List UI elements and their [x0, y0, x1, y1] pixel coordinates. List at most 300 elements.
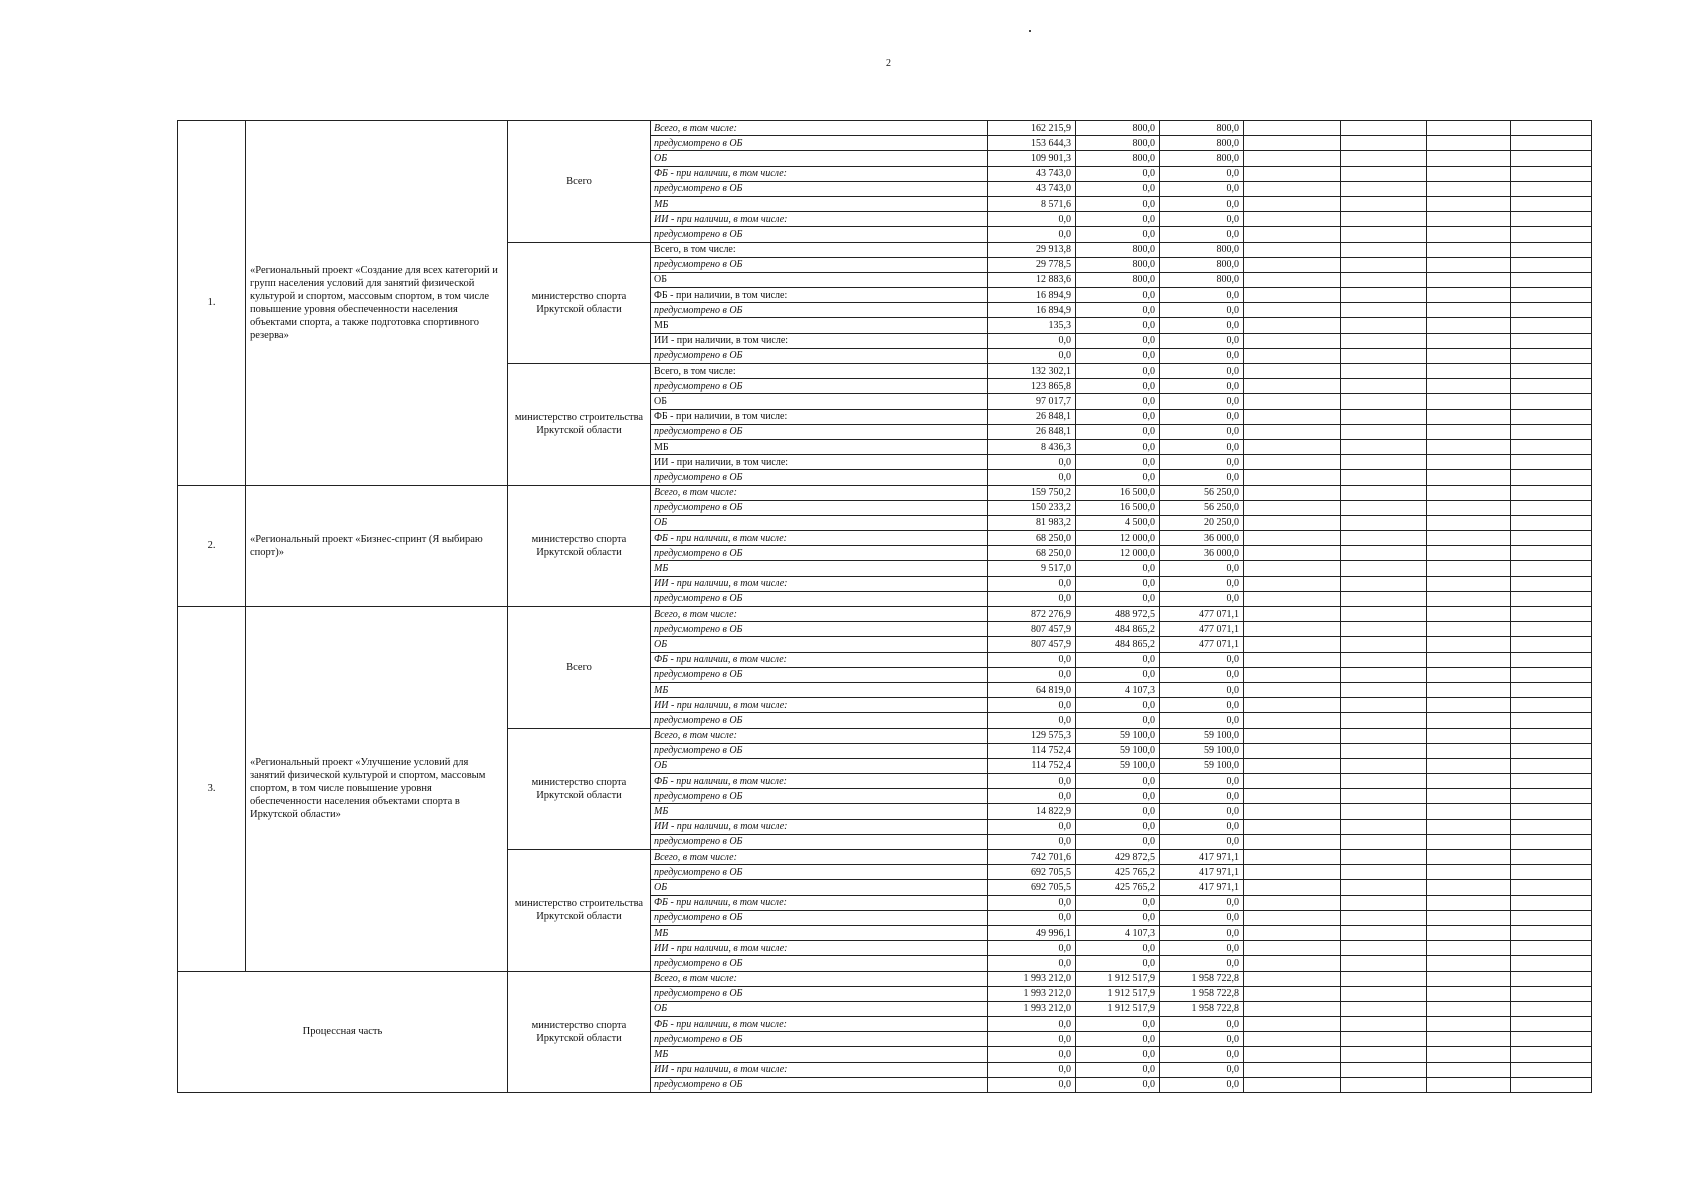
amount-cell: 0,0: [1160, 333, 1244, 348]
empty-cell: [1427, 1017, 1511, 1032]
empty-cell: [1244, 941, 1341, 956]
empty-cell: [1427, 485, 1511, 500]
amount-cell: 0,0: [1076, 333, 1160, 348]
amount-cell: 425 765,2: [1076, 865, 1160, 880]
empty-cell: [1244, 895, 1341, 910]
funding-source: ОБ: [651, 151, 988, 166]
empty-cell: [1511, 409, 1592, 424]
funding-source: Всего, в том числе:: [651, 607, 988, 622]
amount-cell: 0,0: [1160, 348, 1244, 363]
empty-cell: [1427, 789, 1511, 804]
empty-cell: [1427, 850, 1511, 865]
empty-cell: [1511, 925, 1592, 940]
amount-cell: 0,0: [1076, 348, 1160, 363]
amount-cell: 807 457,9: [988, 637, 1076, 652]
empty-cell: [1341, 348, 1427, 363]
empty-cell: [1341, 743, 1427, 758]
amount-cell: 14 822,9: [988, 804, 1076, 819]
funding-source: предусмотрено в ОБ: [651, 713, 988, 728]
empty-cell: [1427, 303, 1511, 318]
funding-source: ФБ - при наличии, в том числе:: [651, 652, 988, 667]
amount-cell: 417 971,1: [1160, 850, 1244, 865]
amount-cell: 20 250,0: [1160, 515, 1244, 530]
empty-cell: [1244, 394, 1341, 409]
empty-cell: [1511, 789, 1592, 804]
amount-cell: 59 100,0: [1076, 728, 1160, 743]
empty-cell: [1511, 121, 1592, 136]
executor: министерство строительства Иркутской области: [508, 850, 651, 972]
table-body: [178, 121, 1592, 1093]
funding-source: ИИ - при наличии, в том числе:: [651, 819, 988, 834]
funding-source: ИИ - при наличии, в том числе:: [651, 941, 988, 956]
amount-cell: 4 500,0: [1076, 515, 1160, 530]
empty-cell: [1511, 910, 1592, 925]
empty-cell: [1427, 500, 1511, 515]
amount-cell: 0,0: [1160, 789, 1244, 804]
empty-cell: [1511, 181, 1592, 196]
empty-cell: [1427, 667, 1511, 682]
table-row: [178, 971, 1592, 986]
amount-cell: 0,0: [1160, 925, 1244, 940]
amount-cell: 0,0: [1076, 394, 1160, 409]
amount-cell: 26 848,1: [988, 409, 1076, 424]
funding-source: Всего, в том числе:: [651, 485, 988, 500]
amount-cell: 0,0: [988, 348, 1076, 363]
empty-cell: [1341, 850, 1427, 865]
empty-cell: [1341, 121, 1427, 136]
empty-cell: [1511, 1077, 1592, 1092]
amount-cell: 0,0: [1160, 774, 1244, 789]
empty-cell: [1341, 227, 1427, 242]
funding-source: предусмотрено в ОБ: [651, 743, 988, 758]
amount-cell: 0,0: [1160, 713, 1244, 728]
empty-cell: [1511, 819, 1592, 834]
empty-cell: [1341, 941, 1427, 956]
amount-cell: 43 743,0: [988, 166, 1076, 181]
amount-cell: 0,0: [988, 576, 1076, 591]
empty-cell: [1341, 682, 1427, 697]
amount-cell: 150 233,2: [988, 500, 1076, 515]
empty-cell: [1427, 379, 1511, 394]
empty-cell: [1427, 758, 1511, 773]
amount-cell: 0,0: [1160, 910, 1244, 925]
amount-cell: 1 993 212,0: [988, 971, 1076, 986]
amount-cell: 0,0: [1076, 166, 1160, 181]
empty-cell: [1511, 500, 1592, 515]
amount-cell: 4 107,3: [1076, 682, 1160, 697]
empty-cell: [1511, 242, 1592, 257]
amount-cell: 0,0: [1076, 1062, 1160, 1077]
empty-cell: [1244, 531, 1341, 546]
funding-source: предусмотрено в ОБ: [651, 986, 988, 1001]
empty-cell: [1341, 515, 1427, 530]
empty-cell: [1341, 394, 1427, 409]
empty-cell: [1244, 667, 1341, 682]
funding-source: предусмотрено в ОБ: [651, 622, 988, 637]
amount-cell: 1 912 517,9: [1076, 971, 1160, 986]
empty-cell: [1427, 607, 1511, 622]
empty-cell: [1244, 925, 1341, 940]
empty-cell: [1511, 515, 1592, 530]
empty-cell: [1341, 956, 1427, 971]
funding-source: предусмотрено в ОБ: [651, 667, 988, 682]
amount-cell: 153 644,3: [988, 136, 1076, 151]
empty-cell: [1244, 1001, 1341, 1016]
empty-cell: [1244, 622, 1341, 637]
amount-cell: 0,0: [1160, 834, 1244, 849]
amount-cell: 0,0: [1076, 1017, 1160, 1032]
table-row: [178, 607, 1592, 622]
empty-cell: [1244, 424, 1341, 439]
funding-source: ОБ: [651, 1001, 988, 1016]
funding-source: МБ: [651, 682, 988, 697]
amount-cell: 0,0: [1076, 834, 1160, 849]
amount-cell: 1 958 722,8: [1160, 1001, 1244, 1016]
empty-cell: [1341, 1032, 1427, 1047]
empty-cell: [1427, 333, 1511, 348]
empty-cell: [1341, 834, 1427, 849]
empty-cell: [1341, 774, 1427, 789]
empty-cell: [1244, 728, 1341, 743]
empty-cell: [1427, 424, 1511, 439]
empty-cell: [1244, 515, 1341, 530]
empty-cell: [1511, 1017, 1592, 1032]
empty-cell: [1341, 1047, 1427, 1062]
funding-source: МБ: [651, 804, 988, 819]
empty-cell: [1244, 181, 1341, 196]
empty-cell: [1511, 774, 1592, 789]
amount-cell: 0,0: [1160, 364, 1244, 379]
empty-cell: [1427, 196, 1511, 211]
empty-cell: [1511, 1001, 1592, 1016]
empty-cell: [1244, 1032, 1341, 1047]
empty-cell: [1341, 698, 1427, 713]
empty-cell: [1511, 865, 1592, 880]
amount-cell: 0,0: [988, 713, 1076, 728]
amount-cell: 56 250,0: [1160, 500, 1244, 515]
amount-cell: 800,0: [1076, 136, 1160, 151]
amount-cell: 0,0: [1160, 303, 1244, 318]
amount-cell: 0,0: [1160, 941, 1244, 956]
empty-cell: [1244, 257, 1341, 272]
funding-source: ФБ - при наличии, в том числе:: [651, 288, 988, 303]
amount-cell: 16 894,9: [988, 303, 1076, 318]
empty-cell: [1244, 971, 1341, 986]
amount-cell: 0,0: [988, 470, 1076, 485]
empty-cell: [1341, 576, 1427, 591]
amount-cell: 0,0: [1076, 227, 1160, 242]
empty-cell: [1427, 591, 1511, 606]
empty-cell: [1341, 151, 1427, 166]
funding-source: МБ: [651, 925, 988, 940]
executor: Всего: [508, 607, 651, 729]
amount-cell: 0,0: [1076, 212, 1160, 227]
empty-cell: [1341, 713, 1427, 728]
empty-cell: [1341, 607, 1427, 622]
funding-source: Всего, в том числе:: [651, 728, 988, 743]
empty-cell: [1341, 910, 1427, 925]
empty-cell: [1427, 546, 1511, 561]
amount-cell: 9 517,0: [988, 561, 1076, 576]
amount-cell: 0,0: [988, 774, 1076, 789]
amount-cell: 12 000,0: [1076, 546, 1160, 561]
amount-cell: 0,0: [1160, 439, 1244, 454]
empty-cell: [1244, 713, 1341, 728]
empty-cell: [1341, 895, 1427, 910]
empty-cell: [1511, 272, 1592, 287]
amount-cell: 68 250,0: [988, 546, 1076, 561]
amount-cell: 16 894,9: [988, 288, 1076, 303]
empty-cell: [1341, 925, 1427, 940]
empty-cell: [1511, 439, 1592, 454]
empty-cell: [1244, 591, 1341, 606]
amount-cell: 114 752,4: [988, 743, 1076, 758]
amount-cell: 0,0: [1160, 455, 1244, 470]
amount-cell: 0,0: [1076, 591, 1160, 606]
empty-cell: [1511, 895, 1592, 910]
amount-cell: 0,0: [1160, 956, 1244, 971]
amount-cell: 800,0: [1076, 121, 1160, 136]
empty-cell: [1244, 607, 1341, 622]
empty-cell: [1511, 1047, 1592, 1062]
empty-cell: [1427, 272, 1511, 287]
page-number: 2: [886, 58, 891, 69]
empty-cell: [1427, 212, 1511, 227]
empty-cell: [1511, 591, 1592, 606]
funding-source: ФБ - при наличии, в том числе:: [651, 1017, 988, 1032]
scan-dot: [1029, 30, 1031, 32]
amount-cell: 800,0: [1076, 272, 1160, 287]
empty-cell: [1244, 151, 1341, 166]
amount-cell: 0,0: [1076, 1077, 1160, 1092]
amount-cell: 0,0: [1160, 698, 1244, 713]
empty-cell: [1244, 121, 1341, 136]
empty-cell: [1244, 774, 1341, 789]
amount-cell: 800,0: [1160, 272, 1244, 287]
project-name: «Региональный проект «Бизнес-спринт (Я выбираю спорт)»: [246, 485, 508, 607]
amount-cell: 0,0: [1160, 652, 1244, 667]
empty-cell: [1427, 925, 1511, 940]
amount-cell: 0,0: [1160, 895, 1244, 910]
empty-cell: [1511, 1062, 1592, 1077]
empty-cell: [1244, 364, 1341, 379]
amount-cell: 129 575,3: [988, 728, 1076, 743]
empty-cell: [1511, 455, 1592, 470]
amount-cell: 800,0: [1160, 151, 1244, 166]
amount-cell: 0,0: [988, 895, 1076, 910]
amount-cell: 0,0: [1160, 804, 1244, 819]
empty-cell: [1427, 181, 1511, 196]
funding-source: ОБ: [651, 758, 988, 773]
empty-cell: [1511, 1032, 1592, 1047]
empty-cell: [1244, 956, 1341, 971]
amount-cell: 0,0: [1076, 424, 1160, 439]
empty-cell: [1511, 151, 1592, 166]
amount-cell: 29 913,8: [988, 242, 1076, 257]
amount-cell: 135,3: [988, 318, 1076, 333]
funding-source: ОБ: [651, 515, 988, 530]
empty-cell: [1427, 728, 1511, 743]
empty-cell: [1244, 348, 1341, 363]
amount-cell: 0,0: [988, 910, 1076, 925]
amount-cell: 0,0: [1160, 1047, 1244, 1062]
empty-cell: [1511, 880, 1592, 895]
empty-cell: [1427, 439, 1511, 454]
empty-cell: [1244, 272, 1341, 287]
funding-source: предусмотрено в ОБ: [651, 500, 988, 515]
empty-cell: [1244, 212, 1341, 227]
empty-cell: [1511, 531, 1592, 546]
empty-cell: [1427, 318, 1511, 333]
empty-cell: [1244, 880, 1341, 895]
empty-cell: [1427, 394, 1511, 409]
amount-cell: 0,0: [988, 667, 1076, 682]
funding-source: предусмотрено в ОБ: [651, 910, 988, 925]
funding-source: предусмотрено в ОБ: [651, 424, 988, 439]
amount-cell: 0,0: [1076, 181, 1160, 196]
empty-cell: [1341, 1062, 1427, 1077]
empty-cell: [1341, 257, 1427, 272]
amount-cell: 0,0: [988, 455, 1076, 470]
empty-cell: [1341, 804, 1427, 819]
amount-cell: 417 971,1: [1160, 865, 1244, 880]
empty-cell: [1511, 257, 1592, 272]
amount-cell: 12 000,0: [1076, 531, 1160, 546]
empty-cell: [1511, 333, 1592, 348]
empty-cell: [1244, 166, 1341, 181]
amount-cell: 0,0: [988, 1047, 1076, 1062]
empty-cell: [1427, 1032, 1511, 1047]
funding-source: предусмотрено в ОБ: [651, 1077, 988, 1092]
empty-cell: [1511, 607, 1592, 622]
funding-source: ФБ - при наличии, в том числе:: [651, 409, 988, 424]
amount-cell: 0,0: [1160, 166, 1244, 181]
empty-cell: [1244, 804, 1341, 819]
empty-cell: [1244, 561, 1341, 576]
amount-cell: 484 865,2: [1076, 622, 1160, 637]
empty-cell: [1427, 257, 1511, 272]
empty-cell: [1427, 682, 1511, 697]
amount-cell: 0,0: [1160, 576, 1244, 591]
project-name: «Региональный проект «Создание для всех категорий и групп населения условий для занятий физической культурой и спортом, массовым спортом, в том числе повышение уровня обеспеченности населения объектами спорта, а также подготовка спортивного резерва»: [246, 121, 508, 486]
empty-cell: [1427, 819, 1511, 834]
funding-source: ФБ - при наличии, в том числе:: [651, 774, 988, 789]
empty-cell: [1511, 288, 1592, 303]
amount-cell: 800,0: [1076, 242, 1160, 257]
empty-cell: [1341, 880, 1427, 895]
empty-cell: [1427, 1077, 1511, 1092]
amount-cell: 0,0: [1160, 181, 1244, 196]
empty-cell: [1427, 242, 1511, 257]
empty-cell: [1511, 576, 1592, 591]
funding-source: Всего, в том числе:: [651, 850, 988, 865]
amount-cell: 0,0: [1076, 713, 1160, 728]
amount-cell: 59 100,0: [1160, 758, 1244, 773]
funding-source: ОБ: [651, 272, 988, 287]
empty-cell: [1341, 455, 1427, 470]
amount-cell: 123 865,8: [988, 379, 1076, 394]
empty-cell: [1341, 986, 1427, 1001]
funding-source: предусмотрено в ОБ: [651, 348, 988, 363]
executor: министерство спорта Иркутской области: [508, 728, 651, 850]
amount-cell: 0,0: [1076, 439, 1160, 454]
funding-source: Всего, в том числе:: [651, 242, 988, 257]
executor: министерство спорта Иркутской области: [508, 971, 651, 1093]
empty-cell: [1511, 637, 1592, 652]
funding-source: предусмотрено в ОБ: [651, 591, 988, 606]
funding-source: предусмотрено в ОБ: [651, 865, 988, 880]
empty-cell: [1511, 986, 1592, 1001]
amount-cell: 0,0: [988, 1077, 1076, 1092]
empty-cell: [1341, 652, 1427, 667]
empty-cell: [1341, 637, 1427, 652]
funding-source: предусмотрено в ОБ: [651, 181, 988, 196]
amount-cell: 43 743,0: [988, 181, 1076, 196]
empty-cell: [1341, 409, 1427, 424]
funding-source: МБ: [651, 561, 988, 576]
empty-cell: [1341, 728, 1427, 743]
empty-cell: [1244, 743, 1341, 758]
amount-cell: 742 701,6: [988, 850, 1076, 865]
empty-cell: [1511, 212, 1592, 227]
empty-cell: [1427, 774, 1511, 789]
amount-cell: 425 765,2: [1076, 880, 1160, 895]
amount-cell: 0,0: [1076, 789, 1160, 804]
amount-cell: 0,0: [988, 652, 1076, 667]
empty-cell: [1244, 789, 1341, 804]
empty-cell: [1427, 166, 1511, 181]
empty-cell: [1341, 500, 1427, 515]
amount-cell: 0,0: [1160, 318, 1244, 333]
empty-cell: [1341, 819, 1427, 834]
funding-source: предусмотрено в ОБ: [651, 227, 988, 242]
table-row: [178, 121, 1592, 136]
amount-cell: 0,0: [1076, 196, 1160, 211]
empty-cell: [1511, 379, 1592, 394]
funding-source: предусмотрено в ОБ: [651, 379, 988, 394]
amount-cell: 0,0: [1076, 774, 1160, 789]
funding-source: предусмотрено в ОБ: [651, 470, 988, 485]
funding-source: предусмотрено в ОБ: [651, 1032, 988, 1047]
empty-cell: [1341, 1077, 1427, 1092]
amount-cell: 0,0: [988, 819, 1076, 834]
funding-table: [177, 120, 1592, 1093]
empty-cell: [1427, 910, 1511, 925]
empty-cell: [1341, 667, 1427, 682]
amount-cell: 49 996,1: [988, 925, 1076, 940]
empty-cell: [1427, 971, 1511, 986]
amount-cell: 0,0: [1160, 288, 1244, 303]
amount-cell: 0,0: [988, 941, 1076, 956]
empty-cell: [1511, 470, 1592, 485]
amount-cell: 97 017,7: [988, 394, 1076, 409]
empty-cell: [1244, 136, 1341, 151]
empty-cell: [1244, 910, 1341, 925]
empty-cell: [1244, 698, 1341, 713]
empty-cell: [1511, 941, 1592, 956]
funding-source: Всего, в том числе:: [651, 971, 988, 986]
amount-cell: 800,0: [1160, 257, 1244, 272]
amount-cell: 0,0: [1160, 1077, 1244, 1092]
empty-cell: [1341, 333, 1427, 348]
amount-cell: 0,0: [1160, 227, 1244, 242]
funding-source: Всего, в том числе:: [651, 121, 988, 136]
amount-cell: 0,0: [1076, 561, 1160, 576]
empty-cell: [1511, 652, 1592, 667]
empty-cell: [1244, 986, 1341, 1001]
amount-cell: 68 250,0: [988, 531, 1076, 546]
empty-cell: [1427, 743, 1511, 758]
